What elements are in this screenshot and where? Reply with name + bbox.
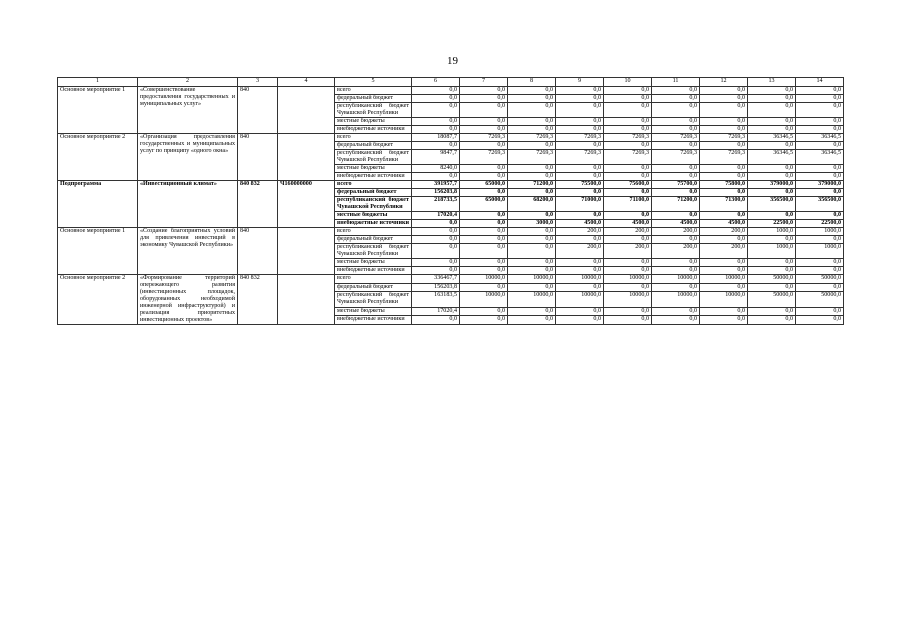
value-cell: 0,0 [508, 87, 556, 95]
value-cell: 71100,0 [604, 197, 652, 212]
value-cell: 36346,5 [796, 150, 844, 165]
value-cell: 0,0 [412, 228, 460, 236]
value-cell: 0,0 [700, 189, 748, 197]
value-cell: 7269,3 [652, 134, 700, 142]
value-cell: 0,0 [748, 95, 796, 103]
value-cell: 0,0 [508, 142, 556, 150]
value-cell: 0,0 [412, 220, 460, 228]
value-cell: 0,0 [748, 142, 796, 150]
value-cell: 0,0 [700, 259, 748, 267]
value-cell: 336467,7 [412, 275, 460, 284]
value-cell: 163183,5 [412, 292, 460, 308]
value-cell: 3000,0 [508, 220, 556, 228]
value-cell: 0,0 [796, 212, 844, 220]
responsible-code-cell: 840 832 [238, 275, 278, 325]
value-cell: 0,0 [508, 259, 556, 267]
value-cell: 1000,0 [748, 244, 796, 259]
value-cell: 0,0 [556, 103, 604, 118]
value-cell: 0,0 [604, 283, 652, 292]
value-cell: 0,0 [796, 283, 844, 292]
value-cell: 0,0 [460, 103, 508, 118]
value-cell: 0,0 [604, 103, 652, 118]
value-cell: 0,0 [796, 267, 844, 275]
value-cell: 0,0 [412, 103, 460, 118]
value-cell: 0,0 [508, 236, 556, 244]
value-cell: 0,0 [556, 236, 604, 244]
value-cell: 0,0 [508, 118, 556, 126]
value-cell: 0,0 [604, 212, 652, 220]
value-cell: 0,0 [508, 307, 556, 316]
column-header: 1 [58, 78, 138, 87]
value-cell: 0,0 [556, 165, 604, 173]
value-cell: 0,0 [556, 267, 604, 275]
value-cell: 156203,8 [412, 283, 460, 292]
value-cell: 7269,3 [556, 150, 604, 165]
value-cell: 0,0 [796, 236, 844, 244]
value-cell: 0,0 [652, 307, 700, 316]
column-header: 14 [796, 78, 844, 87]
table-row [58, 275, 844, 284]
value-cell: 0,0 [652, 103, 700, 118]
value-cell: 10000,0 [604, 275, 652, 284]
funding-source-cell: республиканский бюджет Чувашской Республики [335, 292, 412, 308]
value-cell: 0,0 [412, 173, 460, 181]
value-cell: 7269,3 [460, 150, 508, 165]
column-header: 3 [238, 78, 278, 87]
activity-name-cell: Основное мероприятие 2 [58, 275, 138, 325]
value-cell: 0,0 [508, 103, 556, 118]
value-cell: 0,0 [508, 267, 556, 275]
value-cell: 0,0 [796, 173, 844, 181]
value-cell: 36346,5 [748, 150, 796, 165]
value-cell: 0,0 [748, 118, 796, 126]
value-cell: 0,0 [412, 236, 460, 244]
funding-source-cell: федеральный бюджет [335, 283, 412, 292]
value-cell: 0,0 [604, 118, 652, 126]
value-cell: 0,0 [700, 118, 748, 126]
value-cell: 0,0 [604, 259, 652, 267]
value-cell: 0,0 [604, 173, 652, 181]
value-cell: 0,0 [652, 267, 700, 275]
column-header: 2 [138, 78, 238, 87]
table-row [58, 181, 844, 189]
value-cell: 0,0 [652, 95, 700, 103]
activity-name-cell: Подпрограмма [58, 181, 138, 228]
funding-source-cell: местные бюджеты [335, 212, 412, 220]
value-cell: 0,0 [508, 95, 556, 103]
funding-source-cell: федеральный бюджет [335, 95, 412, 103]
responsible-code-cell: 840 [238, 87, 278, 134]
value-cell: 0,0 [604, 236, 652, 244]
value-cell: 0,0 [460, 142, 508, 150]
value-cell: 22500,0 [748, 220, 796, 228]
activity-name-cell: Основное мероприятие 1 [58, 228, 138, 275]
column-header: 12 [700, 78, 748, 87]
value-cell: 0,0 [604, 189, 652, 197]
value-cell: 0,0 [796, 189, 844, 197]
value-cell: 0,0 [460, 95, 508, 103]
value-cell: 0,0 [460, 236, 508, 244]
value-cell: 200,0 [700, 244, 748, 259]
value-cell: 0,0 [412, 259, 460, 267]
value-cell: 379000,0 [796, 181, 844, 189]
activity-title-cell: «Формирование территорий опережающего развития (инвестиционных площадок, оборудованных необходимой инженерной инфраструктурой) и реализация приоритетных инвестиционных проектов» [138, 275, 238, 325]
value-cell: 0,0 [508, 126, 556, 134]
funding-source-cell: всего [335, 87, 412, 95]
value-cell: 7269,3 [460, 134, 508, 142]
value-cell: 0,0 [796, 307, 844, 316]
value-cell: 0,0 [700, 126, 748, 134]
value-cell: 36346,5 [796, 134, 844, 142]
value-cell: 0,0 [460, 118, 508, 126]
value-cell: 0,0 [700, 307, 748, 316]
funding-source-cell: всего [335, 181, 412, 189]
value-cell: 0,0 [748, 283, 796, 292]
value-cell: 75600,0 [604, 181, 652, 189]
value-cell: 50000,0 [796, 292, 844, 308]
value-cell: 0,0 [460, 307, 508, 316]
value-cell: 0,0 [508, 165, 556, 173]
value-cell: 0,0 [460, 228, 508, 236]
value-cell: 0,0 [700, 87, 748, 95]
value-cell: 0,0 [652, 316, 700, 325]
funding-source-cell: местные бюджеты [335, 118, 412, 126]
value-cell: 36346,5 [748, 134, 796, 142]
value-cell: 10000,0 [652, 275, 700, 284]
value-cell: 8240,0 [412, 165, 460, 173]
value-cell: 0,0 [556, 212, 604, 220]
funding-source-cell: всего [335, 275, 412, 284]
value-cell: 4500,0 [604, 220, 652, 228]
value-cell: 4500,0 [652, 220, 700, 228]
value-cell: 0,0 [604, 307, 652, 316]
value-cell: 0,0 [796, 87, 844, 95]
value-cell: 10000,0 [508, 292, 556, 308]
page-number: 19 [447, 55, 458, 67]
value-cell: 4500,0 [556, 220, 604, 228]
value-cell: 0,0 [748, 126, 796, 134]
value-cell: 75800,0 [700, 181, 748, 189]
value-cell: 1000,0 [748, 228, 796, 236]
value-cell: 7269,3 [700, 134, 748, 142]
activity-title-cell: «Создание благоприятных условий для привлечения инвестиций в экономику Чувашской Республики» [138, 228, 238, 275]
value-cell: 0,0 [604, 95, 652, 103]
value-cell: 50000,0 [748, 292, 796, 308]
value-cell: 200,0 [652, 244, 700, 259]
value-cell: 0,0 [460, 244, 508, 259]
value-cell: 0,0 [556, 87, 604, 95]
value-cell: 0,0 [700, 103, 748, 118]
value-cell: 68200,0 [508, 197, 556, 212]
value-cell: 0,0 [412, 87, 460, 95]
value-cell: 10000,0 [700, 275, 748, 284]
value-cell: 200,0 [604, 244, 652, 259]
value-cell: 0,0 [460, 220, 508, 228]
value-cell: 0,0 [652, 87, 700, 95]
column-header: 10 [604, 78, 652, 87]
value-cell: 65000,0 [460, 181, 508, 189]
value-cell: 0,0 [796, 118, 844, 126]
value-cell: 4500,0 [700, 220, 748, 228]
value-cell: 0,0 [412, 118, 460, 126]
table-row [58, 228, 844, 236]
value-cell: 0,0 [652, 259, 700, 267]
value-cell: 71300,0 [700, 197, 748, 212]
activity-name-cell: Основное мероприятие 1 [58, 87, 138, 134]
table-row [58, 87, 844, 95]
value-cell: 50000,0 [748, 275, 796, 284]
header-row [58, 78, 844, 87]
funding-source-cell: внебюджетные источники [335, 220, 412, 228]
value-cell: 0,0 [796, 103, 844, 118]
column-header: 4 [278, 78, 335, 87]
value-cell: 0,0 [652, 118, 700, 126]
funding-source-cell: внебюджетные источники [335, 316, 412, 325]
value-cell: 0,0 [460, 189, 508, 197]
value-cell: 0,0 [508, 244, 556, 259]
value-cell: 1000,0 [796, 228, 844, 236]
funding-source-cell: республиканский бюджет Чувашской Республики [335, 103, 412, 118]
funding-source-cell: республиканский бюджет Чувашской Республики [335, 244, 412, 259]
activity-title-cell: «Организация предоставления государственных и муниципальных услуг по принципу «одного окна» [138, 134, 238, 181]
activity-title-cell: «Совершенствование предоставления государственных и муниципальных услуг» [138, 87, 238, 134]
value-cell: 0,0 [700, 142, 748, 150]
value-cell: 71200,0 [508, 181, 556, 189]
value-cell: 9847,7 [412, 150, 460, 165]
funding-source-cell: всего [335, 134, 412, 142]
value-cell: 0,0 [652, 142, 700, 150]
value-cell: 0,0 [508, 189, 556, 197]
activity-name-cell: Основное мероприятие 2 [58, 134, 138, 181]
value-cell: 0,0 [556, 189, 604, 197]
value-cell: 0,0 [652, 165, 700, 173]
column-header: 13 [748, 78, 796, 87]
value-cell: 0,0 [460, 126, 508, 134]
value-cell: 0,0 [796, 165, 844, 173]
value-cell: 0,0 [556, 307, 604, 316]
value-cell: 10000,0 [556, 275, 604, 284]
value-cell: 0,0 [508, 316, 556, 325]
responsible-code-cell: 840 [238, 134, 278, 181]
activity-title-cell: «Инвестиционный климат» [138, 181, 238, 228]
value-cell: 65000,0 [460, 197, 508, 212]
value-cell: 0,0 [748, 236, 796, 244]
value-cell: 0,0 [460, 283, 508, 292]
value-cell: 0,0 [460, 173, 508, 181]
value-cell: 0,0 [796, 142, 844, 150]
value-cell: 0,0 [604, 165, 652, 173]
value-cell: 0,0 [748, 212, 796, 220]
value-cell: 0,0 [748, 165, 796, 173]
value-cell: 0,0 [652, 173, 700, 181]
value-cell: 71200,0 [652, 197, 700, 212]
value-cell: 0,0 [412, 126, 460, 134]
value-cell: 0,0 [556, 316, 604, 325]
value-cell: 0,0 [604, 142, 652, 150]
column-header: 8 [508, 78, 556, 87]
funding-source-cell: всего [335, 228, 412, 236]
value-cell: 356500,0 [796, 197, 844, 212]
funding-source-cell: внебюджетные источники [335, 126, 412, 134]
value-cell: 0,0 [604, 267, 652, 275]
funding-source-cell: внебюджетные источники [335, 267, 412, 275]
value-cell: 0,0 [460, 316, 508, 325]
value-cell: 0,0 [604, 316, 652, 325]
value-cell: 391957,7 [412, 181, 460, 189]
funding-source-cell: местные бюджеты [335, 165, 412, 173]
value-cell: 0,0 [748, 189, 796, 197]
responsible-code-cell: 840 832 [238, 181, 278, 228]
value-cell: 0,0 [556, 95, 604, 103]
value-cell: 0,0 [556, 118, 604, 126]
value-cell: 218733,5 [412, 197, 460, 212]
value-cell: 0,0 [556, 173, 604, 181]
funding-source-cell: внебюджетные источники [335, 173, 412, 181]
value-cell: 0,0 [460, 165, 508, 173]
value-cell: 156203,8 [412, 189, 460, 197]
value-cell: 0,0 [508, 283, 556, 292]
column-header: 7 [460, 78, 508, 87]
value-cell: 0,0 [796, 126, 844, 134]
funding-source-cell: республиканский бюджет Чувашской Республики [335, 150, 412, 165]
value-cell: 0,0 [652, 189, 700, 197]
value-cell: 7269,3 [604, 150, 652, 165]
value-cell: 0,0 [556, 283, 604, 292]
funding-source-cell: республиканский бюджет Чувашской Республики [335, 197, 412, 212]
value-cell: 0,0 [700, 267, 748, 275]
value-cell: 0,0 [700, 316, 748, 325]
value-cell: 75500,0 [556, 181, 604, 189]
column-header: 6 [412, 78, 460, 87]
value-cell: 22500,0 [796, 220, 844, 228]
value-cell: 10000,0 [556, 292, 604, 308]
funding-source-cell: местные бюджеты [335, 307, 412, 316]
value-cell: 0,0 [700, 236, 748, 244]
value-cell: 0,0 [748, 173, 796, 181]
value-cell: 0,0 [652, 236, 700, 244]
value-cell: 200,0 [700, 228, 748, 236]
funding-source-cell: федеральный бюджет [335, 142, 412, 150]
column-header: 11 [652, 78, 700, 87]
funding-source-cell: федеральный бюджет [335, 189, 412, 197]
budget-code-cell [278, 87, 335, 134]
value-cell: 0,0 [700, 283, 748, 292]
value-cell: 0,0 [604, 87, 652, 95]
value-cell: 7269,3 [508, 150, 556, 165]
value-cell: 0,0 [748, 307, 796, 316]
value-cell: 0,0 [508, 173, 556, 181]
value-cell: 10000,0 [508, 275, 556, 284]
value-cell: 200,0 [652, 228, 700, 236]
column-header: 9 [556, 78, 604, 87]
value-cell: 356500,0 [748, 197, 796, 212]
value-cell: 0,0 [652, 283, 700, 292]
value-cell: 0,0 [460, 212, 508, 220]
value-cell: 0,0 [412, 244, 460, 259]
value-cell: 75700,0 [652, 181, 700, 189]
value-cell: 0,0 [652, 126, 700, 134]
value-cell: 0,0 [412, 267, 460, 275]
value-cell: 10000,0 [604, 292, 652, 308]
value-cell: 0,0 [508, 228, 556, 236]
budget-code-cell: Ч160000000 [278, 181, 335, 228]
value-cell: 0,0 [700, 212, 748, 220]
value-cell: 0,0 [508, 212, 556, 220]
value-cell: 0,0 [460, 267, 508, 275]
value-cell: 7269,3 [700, 150, 748, 165]
value-cell: 0,0 [700, 95, 748, 103]
responsible-code-cell: 840 [238, 228, 278, 275]
value-cell: 0,0 [748, 103, 796, 118]
value-cell: 200,0 [604, 228, 652, 236]
budget-code-cell [278, 275, 335, 325]
value-cell: 17020,4 [412, 307, 460, 316]
value-cell: 0,0 [796, 95, 844, 103]
value-cell: 0,0 [748, 267, 796, 275]
value-cell: 10000,0 [652, 292, 700, 308]
value-cell: 10000,0 [700, 292, 748, 308]
value-cell: 0,0 [796, 259, 844, 267]
value-cell: 0,0 [412, 95, 460, 103]
value-cell: 0,0 [652, 212, 700, 220]
column-header: 5 [335, 78, 412, 87]
budget-code-cell [278, 228, 335, 275]
value-cell: 0,0 [460, 87, 508, 95]
budget-table [57, 77, 844, 325]
budget-code-cell [278, 134, 335, 181]
value-cell: 0,0 [748, 87, 796, 95]
table-row [58, 134, 844, 142]
value-cell: 0,0 [748, 316, 796, 325]
value-cell: 7269,3 [652, 150, 700, 165]
value-cell: 0,0 [460, 259, 508, 267]
value-cell: 200,0 [556, 244, 604, 259]
value-cell: 71000,0 [556, 197, 604, 212]
value-cell: 0,0 [412, 142, 460, 150]
value-cell: 0,0 [796, 316, 844, 325]
value-cell: 0,0 [556, 259, 604, 267]
value-cell: 200,0 [556, 228, 604, 236]
funding-source-cell: федеральный бюджет [335, 236, 412, 244]
value-cell: 7269,3 [508, 134, 556, 142]
value-cell: 7269,3 [604, 134, 652, 142]
value-cell: 18087,7 [412, 134, 460, 142]
value-cell: 0,0 [700, 165, 748, 173]
funding-source-cell: местные бюджеты [335, 259, 412, 267]
value-cell: 0,0 [556, 126, 604, 134]
value-cell: 10000,0 [460, 292, 508, 308]
value-cell: 0,0 [412, 316, 460, 325]
value-cell: 17020,4 [412, 212, 460, 220]
value-cell: 1000,0 [796, 244, 844, 259]
value-cell: 7269,3 [556, 134, 604, 142]
value-cell: 0,0 [748, 259, 796, 267]
value-cell: 379000,0 [748, 181, 796, 189]
value-cell: 0,0 [604, 126, 652, 134]
value-cell: 50000,0 [796, 275, 844, 284]
value-cell: 0,0 [556, 142, 604, 150]
value-cell: 10000,0 [460, 275, 508, 284]
value-cell: 0,0 [700, 173, 748, 181]
